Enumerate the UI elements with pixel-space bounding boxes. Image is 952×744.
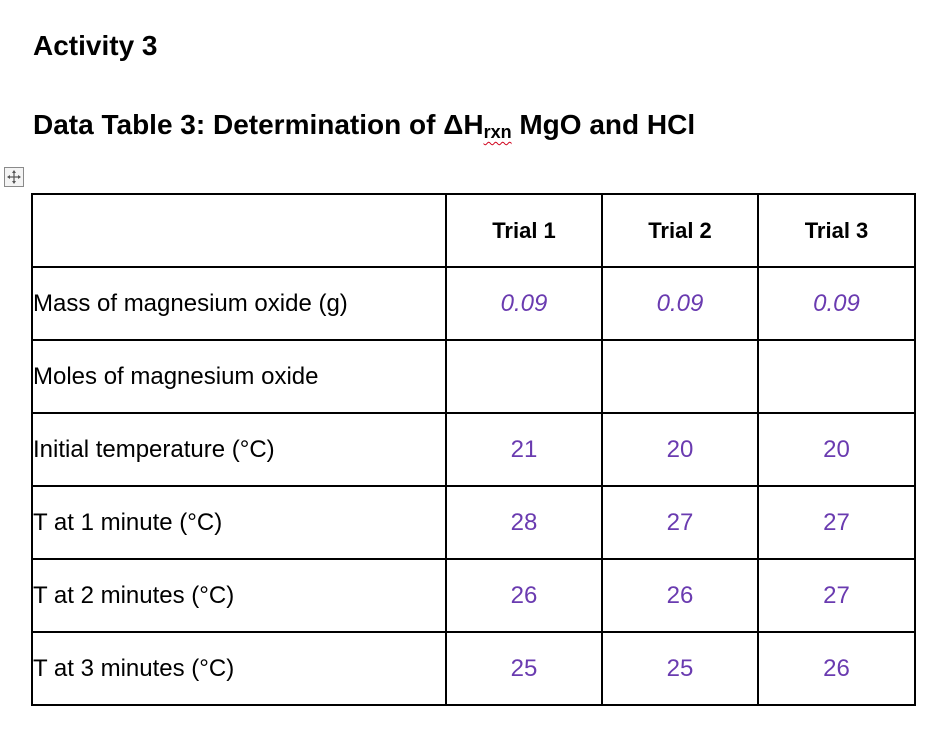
- header-cell-trial-2[interactable]: Trial 2: [602, 194, 758, 267]
- table-row: [32, 340, 915, 413]
- value-cell[interactable]: [758, 340, 915, 413]
- value-cell[interactable]: [602, 340, 758, 413]
- table-move-handle[interactable]: [4, 167, 24, 187]
- value-cell[interactable]: 0.09: [602, 267, 758, 340]
- row-label-initial-temperature[interactable]: Initial temperature (°C): [32, 413, 446, 486]
- row-label-t-1-minute[interactable]: T at 1 minute (°C): [32, 486, 446, 559]
- value-cell[interactable]: 28: [446, 486, 602, 559]
- value-cell[interactable]: 0.09: [758, 267, 915, 340]
- title-prefix: Data Table 3: Determination of ΔH: [33, 109, 484, 140]
- table-row: [32, 413, 915, 486]
- title-suffix: MgO and HCl: [511, 109, 696, 140]
- value-cell[interactable]: 25: [446, 632, 602, 705]
- table-row: [32, 267, 915, 340]
- value-cell[interactable]: [446, 340, 602, 413]
- table-row: [32, 559, 915, 632]
- activity-heading: Activity 3: [33, 30, 158, 61]
- title-subscript-rxn: rxn: [483, 122, 512, 142]
- value-cell[interactable]: 0.09: [446, 267, 602, 340]
- value-cell[interactable]: 27: [758, 486, 915, 559]
- row-label-moles[interactable]: Moles of magnesium oxide: [32, 340, 446, 413]
- value-cell[interactable]: 25: [602, 632, 758, 705]
- move-arrows-icon: [7, 170, 21, 184]
- value-cell[interactable]: 20: [602, 413, 758, 486]
- header-cell-empty[interactable]: [32, 194, 446, 267]
- value-cell[interactable]: 26: [602, 559, 758, 632]
- value-cell[interactable]: 26: [758, 632, 915, 705]
- data-table-title: [33, 109, 695, 141]
- row-label-t-2-minutes[interactable]: T at 2 minutes (°C): [32, 559, 446, 632]
- row-label-mass[interactable]: Mass of magnesium oxide (g): [32, 267, 446, 340]
- data-table: [31, 193, 916, 706]
- table-row: [32, 632, 915, 705]
- value-cell[interactable]: 27: [758, 559, 915, 632]
- value-cell[interactable]: 27: [602, 486, 758, 559]
- value-cell[interactable]: 26: [446, 559, 602, 632]
- header-cell-trial-1[interactable]: Trial 1: [446, 194, 602, 267]
- value-cell[interactable]: 20: [758, 413, 915, 486]
- value-cell[interactable]: 21: [446, 413, 602, 486]
- row-label-t-3-minutes[interactable]: T at 3 minutes (°C): [32, 632, 446, 705]
- table-header-row: [32, 194, 915, 267]
- table-row: [32, 486, 915, 559]
- header-cell-trial-3[interactable]: Trial 3: [758, 194, 915, 267]
